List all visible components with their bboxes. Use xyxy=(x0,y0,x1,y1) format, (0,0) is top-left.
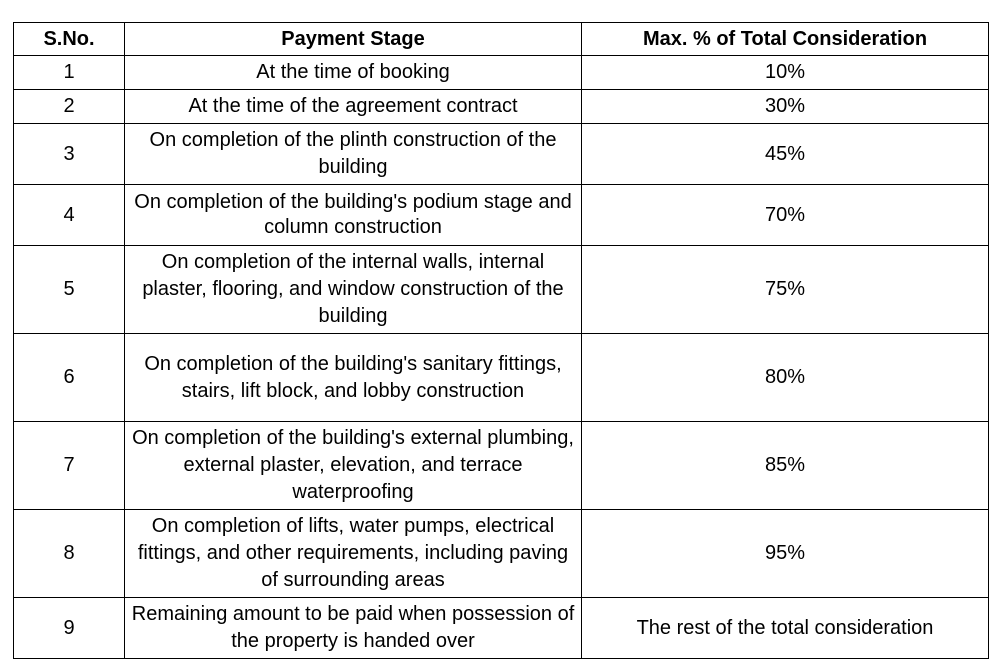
header-sno: S.No. xyxy=(14,23,125,56)
payment-schedule-table xyxy=(13,22,989,659)
table-row xyxy=(14,90,989,124)
cell-max-percent: 75% xyxy=(582,246,989,334)
cell-sno: 5 xyxy=(14,246,125,334)
cell-sno: 7 xyxy=(14,422,125,510)
table-row xyxy=(14,334,989,422)
table-row xyxy=(14,246,989,334)
cell-payment-stage: Remaining amount to be paid when possession of the property is handed over xyxy=(125,598,582,659)
cell-max-percent: The rest of the total consideration xyxy=(582,598,989,659)
cell-payment-stage: At the time of booking xyxy=(125,56,582,90)
cell-max-percent: 70% xyxy=(582,185,989,246)
cell-max-percent: 80% xyxy=(582,334,989,422)
table-row xyxy=(14,422,989,510)
header-max-percent: Max. % of Total Consideration xyxy=(582,23,989,56)
table-row xyxy=(14,124,989,185)
cell-max-percent: 10% xyxy=(582,56,989,90)
table-row xyxy=(14,56,989,90)
cell-sno: 1 xyxy=(14,56,125,90)
cell-payment-stage: On completion of the internal walls, internal plaster, flooring, and window construction of the building xyxy=(125,246,582,334)
table-row xyxy=(14,510,989,598)
cell-sno: 9 xyxy=(14,598,125,659)
cell-max-percent: 85% xyxy=(582,422,989,510)
cell-payment-stage: On completion of the plinth construction of the building xyxy=(125,124,582,185)
cell-max-percent: 95% xyxy=(582,510,989,598)
cell-sno: 8 xyxy=(14,510,125,598)
cell-sno: 2 xyxy=(14,90,125,124)
cell-sno: 4 xyxy=(14,185,125,246)
header-payment-stage: Payment Stage xyxy=(125,23,582,56)
cell-sno: 6 xyxy=(14,334,125,422)
cell-payment-stage: On completion of the building's sanitary fittings, stairs, lift block, and lobby construction xyxy=(125,334,582,422)
cell-payment-stage: On completion of the building's external plumbing, external plaster, elevation, and terrace waterproofing xyxy=(125,422,582,510)
cell-payment-stage: On completion of lifts, water pumps, electrical fittings, and other requirements, including paving of surrounding areas xyxy=(125,510,582,598)
cell-payment-stage: At the time of the agreement contract xyxy=(125,90,582,124)
cell-max-percent: 30% xyxy=(582,90,989,124)
cell-sno: 3 xyxy=(14,124,125,185)
cell-max-percent: 45% xyxy=(582,124,989,185)
table-row xyxy=(14,598,989,659)
table-row xyxy=(14,185,989,246)
cell-payment-stage: On completion of the building's podium stage and column construction xyxy=(125,185,582,246)
table-header-row xyxy=(14,23,989,56)
